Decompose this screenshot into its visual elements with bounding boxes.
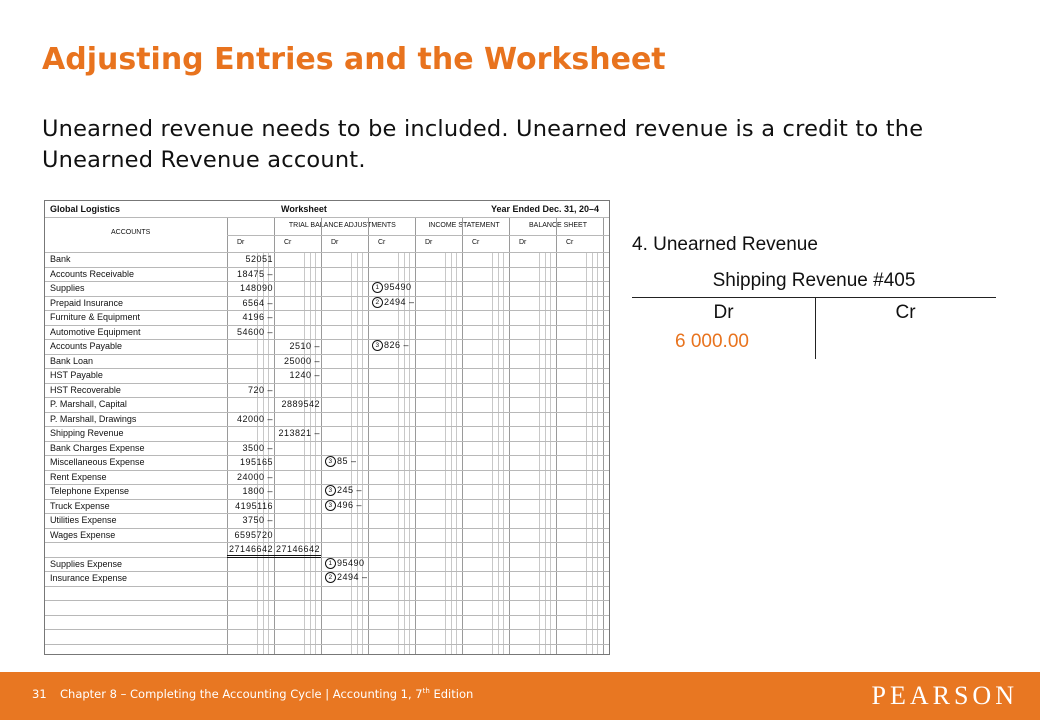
footer-bar: [0, 672, 1040, 720]
section-adjustments: ADJUSTMENTS: [344, 222, 396, 229]
adjustment-marker-icon: 1: [325, 558, 336, 569]
worksheet-account-name: Accounts Payable: [50, 341, 123, 351]
trial-balance-cr-value: 1240 –: [289, 370, 320, 380]
worksheet-period: Year Ended Dec. 31, 20–4: [491, 204, 600, 214]
worksheet-account-name: Bank: [50, 254, 71, 264]
grid-row-line: [45, 310, 609, 311]
section-income-statement: INCOME STATEMENT: [428, 222, 500, 229]
adjustment-dr-value: 3 85 –: [325, 456, 357, 467]
footer-text: [60, 687, 473, 701]
trial-balance-dr-value: 18475 –: [236, 268, 273, 279]
grid-digit-line: [357, 252, 358, 654]
section-balance-sheet: BALANCE SHEET: [529, 222, 587, 229]
trial-balance-dr-value: 4195116: [235, 500, 273, 511]
grid-column-line: [415, 217, 416, 654]
grid-row-line: [45, 528, 609, 529]
trial-balance-dr-value: 6595720: [234, 529, 273, 540]
worksheet-account-name: Furniture & Equipment: [50, 312, 141, 322]
grid-row-line: [45, 542, 609, 543]
adjustment-dr-value: 1 95490: [325, 558, 365, 569]
trial-balance-cr-value: 27146642: [275, 544, 320, 554]
grid-digit-line: [362, 252, 363, 654]
trial-balance-dr-value: 3500 –: [242, 442, 273, 453]
worksheet-account-name: Bank Loan: [50, 355, 94, 366]
trial-balance-dr-value: 1800 –: [242, 486, 273, 496]
grid-row-line: [45, 383, 609, 384]
trial-balance-dr-value: 720 –: [247, 384, 273, 395]
dr-column-label: Dr: [331, 239, 339, 246]
grid-column-line: [603, 217, 604, 654]
grid-row-line: [45, 397, 609, 398]
grid-column-line: [462, 217, 463, 654]
trial-balance-cr-value: 213821 –: [278, 428, 320, 438]
grid-digit-line: [545, 252, 546, 654]
dr-column-label: Dr: [237, 239, 245, 246]
grid-digit-line: [409, 252, 410, 654]
adjustment-dr-value: 2 2494 –: [325, 572, 368, 583]
footer-text-main: Chapter 8 – Completing the Accounting Cycle | Accounting 1, 7: [60, 687, 423, 701]
worksheet-image: [44, 200, 610, 655]
cr-column-label: Cr: [284, 239, 292, 246]
grid-column-line: [556, 217, 557, 654]
dr-column-label: Dr: [519, 239, 527, 246]
t-account-top-line: [632, 297, 996, 298]
adjustment-marker-icon: 2: [325, 572, 336, 583]
footer-text-sup: th: [422, 687, 430, 696]
worksheet-account-name: P. Marshall, Capital: [50, 399, 127, 409]
t-account-name: Shipping Revenue #405: [712, 270, 916, 291]
grid-digit-line: [503, 252, 504, 654]
grid-row-line: [45, 281, 609, 282]
grid-digit-line: [492, 252, 493, 654]
worksheet-account-name: Automotive Equipment: [50, 326, 141, 337]
grid-column-line: [509, 217, 510, 654]
worksheet-account-name: Miscellaneous Expense: [50, 457, 145, 467]
grid-digit-line: [498, 252, 499, 654]
grid-row-line: [45, 412, 609, 413]
adjustment-marker-icon: 3: [325, 485, 336, 496]
worksheet-account-name: Accounts Receivable: [50, 268, 135, 279]
adjustment-marker-icon: 3: [325, 456, 336, 467]
grid-row-line: [45, 615, 609, 616]
grid-digit-line: [456, 252, 457, 654]
adjustment-cr-value: 2 2494 –: [372, 297, 415, 308]
adjustment-marker-icon: 1: [372, 282, 383, 293]
t-account-dr-amount: 6 000.00: [675, 331, 749, 352]
worksheet-account-name: Truck Expense: [50, 500, 110, 511]
worksheet-account-name: Rent Expense: [50, 471, 107, 482]
grid-digit-line: [597, 252, 598, 654]
trial-balance-dr-value: 6564 –: [242, 297, 273, 308]
t-account-cr-label: Cr: [895, 302, 916, 323]
slide-title: Adjusting Entries and the Worksheet: [42, 42, 666, 77]
trial-balance-dr-value: 3750 –: [242, 515, 273, 525]
grid-row-line: [45, 426, 609, 427]
grid-digit-line: [451, 252, 452, 654]
grid-digit-line: [592, 252, 593, 654]
grid-row-line: [45, 513, 609, 514]
footer-text-end: Edition: [429, 687, 474, 701]
accounts-header: ACCOUNTS: [111, 229, 151, 236]
grid-row-line: [45, 325, 609, 326]
worksheet-account-name: P. Marshall, Drawings: [50, 413, 137, 424]
worksheet-account-name: Prepaid Insurance: [50, 297, 124, 308]
grid-row-line: [45, 368, 609, 369]
worksheet-account-name: Telephone Expense: [50, 486, 130, 496]
cr-column-label: Cr: [378, 239, 386, 246]
grid-digit-line: [404, 252, 405, 654]
trial-balance-dr-value: 24000 –: [236, 471, 273, 482]
adjustment-dr-value: 3 496 –: [325, 500, 362, 511]
grid-digit-line: [304, 252, 305, 654]
trial-balance-cr-value: 25000 –: [283, 355, 320, 366]
cr-column-label: Cr: [472, 239, 480, 246]
trial-balance-dr-value: 195165: [239, 457, 273, 467]
grid-row-line: [45, 586, 609, 587]
trial-balance-cr-value: 2510 –: [289, 341, 320, 351]
grid-row-line: [45, 629, 609, 630]
grid-header-line: [45, 217, 609, 218]
grid-digit-line: [398, 252, 399, 654]
grid-row-line: [45, 354, 609, 355]
total-double-underline: [227, 555, 274, 558]
worksheet-name: Worksheet: [281, 204, 327, 214]
grid-digit-line: [550, 252, 551, 654]
worksheet-account-name: Wages Expense: [50, 529, 116, 540]
worksheet-account-name: HST Payable: [50, 370, 103, 380]
grid-digit-line: [315, 252, 316, 654]
worksheet-account-name: Shipping Revenue: [50, 428, 124, 438]
trial-balance-dr-value: 52051: [245, 254, 273, 264]
t-account-heading: 4. Unearned Revenue: [632, 234, 818, 255]
adjustment-marker-icon: 3: [372, 340, 383, 351]
t-account-dr-label: Dr: [713, 302, 734, 323]
grid-row-line: [45, 339, 609, 340]
trial-balance-dr-value: 54600 –: [236, 326, 273, 337]
adjustment-dr-value: 3 245 –: [325, 485, 362, 496]
grid-column-line: [368, 217, 369, 654]
grid-row-line: [45, 600, 609, 601]
total-double-underline: [274, 555, 321, 558]
cr-column-label: Cr: [566, 239, 574, 246]
adjustment-marker-icon: 3: [325, 500, 336, 511]
worksheet-account-name: Bank Charges Expense: [50, 442, 145, 453]
trial-balance-dr-value: 4196 –: [242, 312, 273, 322]
grid-digit-line: [310, 252, 311, 654]
grid-row-line: [45, 441, 609, 442]
trial-balance-dr-value: 148090: [239, 283, 273, 293]
worksheet-company: Global Logistics: [50, 204, 121, 214]
slide-body-text: Unearned revenue needs to be included. Unearned revenue is a credit to the Unearned Revenue account.: [42, 116, 924, 173]
grid-row-line: [45, 252, 609, 253]
page-number: 31: [32, 687, 47, 701]
grid-row-line: [45, 296, 609, 297]
trial-balance-dr-value: 27146642: [228, 544, 273, 554]
grid-column-line: [321, 217, 322, 654]
pearson-logo: PEARSON: [871, 681, 1018, 710]
grid-digit-line: [351, 252, 352, 654]
grid-digit-line: [586, 252, 587, 654]
grid-row-line: [45, 470, 609, 471]
section-trial-balance: TRIAL BALANCE: [288, 222, 344, 229]
grid-digit-line: [539, 252, 540, 654]
worksheet-account-name: Supplies Expense: [50, 558, 123, 569]
adjustment-cr-value: 1 95490: [372, 282, 412, 293]
grid-digit-line: [445, 252, 446, 654]
worksheet-account-name: Supplies: [50, 283, 85, 293]
grid-row-line: [45, 267, 609, 268]
trial-balance-dr-value: 42000 –: [236, 413, 273, 424]
grid-row-line: [45, 644, 609, 645]
worksheet-account-name: HST Recoverable: [50, 384, 121, 395]
adjustment-marker-icon: 2: [372, 297, 383, 308]
adjustment-cr-value: 3 826 –: [372, 340, 409, 351]
worksheet-account-name: Insurance Expense: [50, 573, 128, 583]
dr-column-label: Dr: [425, 239, 433, 246]
grid-header-line: [227, 235, 609, 236]
worksheet-account-name: Utilities Expense: [50, 515, 117, 525]
trial-balance-cr-value: 2889542: [281, 399, 320, 409]
